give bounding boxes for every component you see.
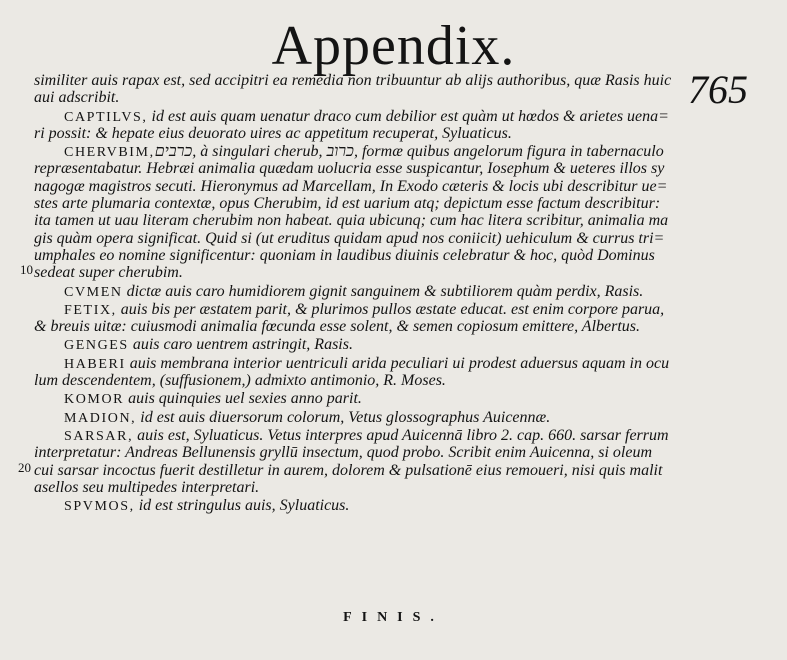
entry-text: auis quinquies uel sexies anno parit. <box>124 390 362 408</box>
entry-text: umphales eo nomine significentur: quoniam in laudibus diuinis celebratur & hoc, quòd Dominus <box>34 246 655 264</box>
entry-text: cui sarsar incoctus fuerit destilletur in aurem, dolorem & pulsationē eius remoueri, nisi quis malit <box>34 461 663 479</box>
entry-text: stes arte plumaria contextæ, opus Cherubim, id est uarium atq; depictum esse factum describitur: <box>34 195 661 213</box>
entry-paragraph <box>34 283 764 300</box>
entry-text: כרבים, à singulari cherub, כרוב, formæ quibus angelorum figura in tabernaculo <box>154 143 664 161</box>
text-line <box>34 283 764 300</box>
text-line <box>34 212 764 229</box>
entry-text: interpretatur: Andreas Bellunensis gryllū insectum, quod probo. Scribit enim Auicenna, si oleum <box>34 444 653 462</box>
text-line <box>34 230 764 247</box>
text-line <box>34 125 764 142</box>
entry-text: asellos seu multipedes interpretari. <box>34 478 260 496</box>
entry-paragraph <box>34 409 764 426</box>
entry-text: auis est, Syluaticus. Vetus interpres apud Auicennā libro 2. cap. 660. sarsar ferrum <box>133 426 669 444</box>
margin-line-number: 10 <box>20 262 33 277</box>
entry-paragraph <box>34 336 764 353</box>
text-line <box>34 479 764 496</box>
entry-headword: KOMOR <box>64 392 125 408</box>
text-line <box>34 318 764 335</box>
entry-text: lum descendentem, (suffusionem,) admixto antimonio, R. Moses. <box>34 372 446 390</box>
entry-headword: SARSAR, <box>64 428 134 444</box>
text-line <box>34 195 764 212</box>
entry-paragraph <box>34 497 764 514</box>
entry-text: auis membrana interior uentriculi arida peculiari ui prodest aduersus aquam in ocu <box>125 354 670 372</box>
entry-text: id est stringulus auis, Syluaticus. <box>134 497 350 515</box>
text-line <box>34 336 764 353</box>
entry-text: sedeat super cherubim. <box>34 264 183 282</box>
text-line <box>34 372 764 389</box>
text-line <box>34 72 764 89</box>
entry-headword: SPVMOS, <box>64 499 135 515</box>
finis-mark: FINIS. <box>343 610 444 625</box>
text-line <box>34 409 764 426</box>
entry-text: nagogæ magistros secuti. Hieronymus ad Marcellam, In Exodo cæteris & locis ubi describitur ue= <box>34 177 668 195</box>
entry-paragraph <box>34 355 764 390</box>
text-line <box>34 390 764 407</box>
page-number: 765 <box>688 67 748 112</box>
text-line <box>34 497 764 514</box>
text-line <box>34 462 764 479</box>
entry-text: repræsentabatur. Hebræi animalia quædam uolucria esse suspicantur, Iosephum & ueteres illos sy <box>34 160 665 178</box>
entry-headword: CHERVBIM, <box>64 145 155 161</box>
entry-text: id est auis diuersorum colorum, Vetus glossographus Auicennæ. <box>136 408 551 426</box>
entry-headword: CVMEN <box>64 284 123 300</box>
text-line <box>34 264 764 281</box>
entry-text: dictæ auis caro humidiorem gignit sanguinem & subtiliorem quàm perdix, Rasis. <box>122 282 644 300</box>
entry-text: auis bis per æstatem parit, & plurimos pullos æstate educat. est enim corpore parua, <box>116 300 665 318</box>
entry-paragraph <box>34 143 764 281</box>
text-line <box>34 444 764 461</box>
entry-text: aui adscribit. <box>34 89 120 107</box>
entry-text: ri possit: & hepate eius deuorato uires ac appetitum recuperat, Syluaticus. <box>34 124 512 142</box>
text-line <box>34 89 764 106</box>
entry-text: gis quàm opera significat. Quid si (ut eruditus quidam apud nos coniicit) uehiculum & currus tri= <box>34 229 665 247</box>
page-title: Appendix. <box>271 15 516 77</box>
entry-headword: GENGES <box>64 338 129 354</box>
entry-paragraph <box>34 427 764 496</box>
entry-headword: FETIX, <box>64 302 117 318</box>
entry-text: ita tamen ut uau literam cherubim non habeat. quia ubicunq; cum hac litera scribitur, animalia ma <box>34 212 669 230</box>
text-line <box>34 160 764 177</box>
entry-text: id est auis quam uenatur draco cum debilior est quàm ut hœdos & arietes uena= <box>147 107 669 125</box>
entry-paragraph <box>34 108 764 143</box>
entry-paragraph <box>34 301 764 336</box>
entry-headword: HABERI <box>64 356 126 372</box>
entry-text: auis caro uentrem astringit, Rasis. <box>128 336 353 354</box>
entry-text: similiter auis rapax est, sed accipitri ea remedia non tribuuntur ab alijs authoribus, quæ Rasis huic <box>34 72 672 89</box>
text-line <box>34 301 764 318</box>
text-line <box>34 355 764 372</box>
margin-line-number: 20 <box>18 460 31 475</box>
entry-headword: MADION, <box>64 410 137 426</box>
entry-paragraph <box>34 72 764 107</box>
text-line <box>34 427 764 444</box>
text-line <box>34 143 764 160</box>
entry-headword: CAPTILVS, <box>64 109 148 125</box>
body-text <box>34 72 764 514</box>
text-line <box>34 108 764 125</box>
entry-text: & breuis uitæ: cuiusmodi animalia fœcunda esse solent, & semen copiosum emittere, Albertus. <box>34 318 641 336</box>
text-line <box>34 247 764 264</box>
text-line <box>34 178 764 195</box>
entry-paragraph <box>34 390 764 407</box>
